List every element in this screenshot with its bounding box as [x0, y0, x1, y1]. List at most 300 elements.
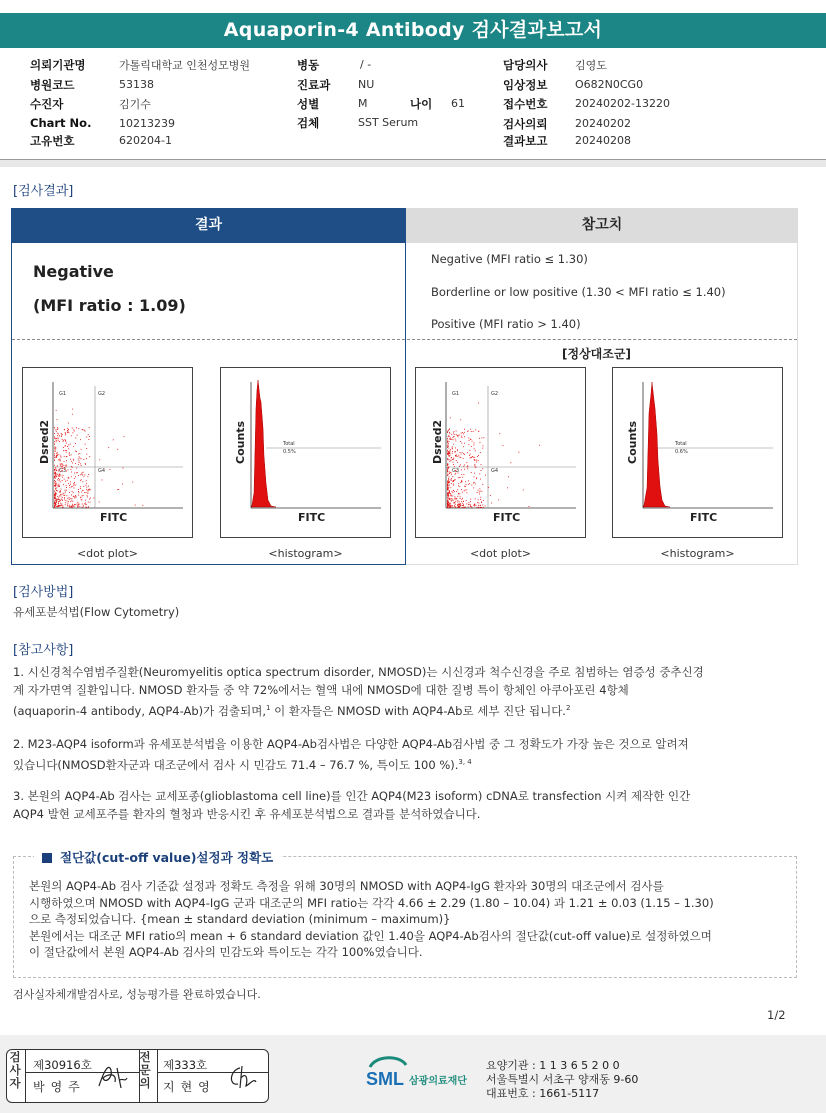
scatter-point: [453, 464, 454, 465]
scatter-point: [72, 507, 73, 508]
scatter-point: [78, 504, 79, 505]
scatter-point: [76, 451, 77, 452]
note-paragraph-1: [13, 663, 803, 720]
scatter-point: [452, 453, 453, 454]
scatter-point: [456, 431, 457, 432]
scatter-point: [89, 427, 90, 428]
scatter-point: [56, 474, 57, 475]
scatter-point: [80, 439, 81, 440]
scatter-point: [84, 503, 85, 504]
scatter-point: [64, 439, 65, 440]
info-label: 담당의사: [503, 58, 548, 72]
scatter-point: [468, 431, 469, 432]
scatter-point: [481, 507, 482, 508]
scatter-point: [447, 464, 448, 465]
scatter-point: [488, 487, 489, 488]
scatter-point: [460, 496, 461, 497]
scatter-point: [447, 442, 448, 443]
scatter-point: [62, 467, 63, 468]
scatter-point: [462, 507, 463, 508]
scatter-point: [60, 465, 61, 466]
scatter-point: [466, 492, 467, 493]
scatter-point: [447, 467, 448, 468]
scatter-point: [481, 470, 482, 471]
scatter-point: [457, 507, 458, 508]
scatter-point: [463, 453, 464, 454]
scatter-point: [81, 474, 82, 475]
scatter-point: [454, 436, 455, 437]
scatter-point: [449, 429, 450, 430]
scatter-point: [470, 439, 471, 440]
scatter-point: [57, 496, 58, 497]
scatter-point: [60, 464, 61, 465]
scatter-point: [475, 466, 476, 467]
scatter-point: [87, 476, 88, 477]
scatter-point: [84, 475, 85, 476]
scatter-point: [73, 492, 74, 493]
scatter-point: [523, 490, 524, 491]
scatter-point: [518, 452, 519, 453]
scatter-point: [455, 470, 456, 471]
signature-mark: [226, 1062, 260, 1092]
scatter-point: [87, 507, 88, 508]
scatter-point: [458, 483, 459, 484]
scatter-point: [64, 479, 65, 480]
scatter-point: [80, 463, 81, 464]
scatter-point: [451, 507, 452, 508]
scatter-point: [453, 437, 454, 438]
scatter-point: [56, 470, 57, 471]
scatter-point: [86, 483, 87, 484]
scatter-point: [507, 487, 508, 488]
scatter-point: [474, 443, 475, 444]
scatter-point: [71, 505, 72, 506]
scatter-point: [461, 469, 462, 470]
scatter-point: [72, 501, 73, 502]
scatter-point: [65, 492, 66, 493]
y-axis-label: Dsred2: [431, 419, 444, 464]
scatter-point: [449, 439, 450, 440]
scatter-point: [448, 446, 449, 447]
scatter-point: [453, 459, 454, 460]
scatter-point: [74, 482, 75, 483]
histogram-peak: [251, 380, 276, 507]
scatter-point: [499, 433, 500, 434]
note-text: 있습니다(NMOSD환자군과 대조군에서 검사 시 민감도 71.4 – 76.7 %, 특이도 100 %).: [13, 757, 459, 772]
scatter-point: [58, 497, 59, 498]
scatter-point: [58, 501, 59, 502]
scatter-point: [449, 485, 450, 486]
scatter-point: [508, 476, 509, 477]
scatter-point: [61, 494, 62, 495]
cutoff-title-text: 절단값(cut-off value)설정과 정확도: [60, 850, 274, 865]
scatter-point: [64, 497, 65, 498]
plot-caption: <dot plot>: [469, 547, 532, 560]
y-axis-label: Counts: [234, 420, 247, 464]
scatter-point: [61, 489, 62, 490]
scatter-point: [57, 419, 58, 420]
scatter-point: [61, 436, 62, 437]
scatter-point: [471, 485, 472, 486]
reference-header: 참고치: [406, 208, 798, 243]
scatter-point: [68, 501, 69, 502]
scatter-point: [447, 486, 448, 487]
scatter-point: [60, 503, 61, 504]
scatter-point: [462, 498, 463, 499]
scatter-point: [65, 450, 66, 451]
scatter-point: [57, 506, 58, 507]
scatter-point: [451, 505, 452, 506]
scatter-point: [464, 465, 465, 466]
scatter-point: [474, 465, 475, 466]
info-label: 임상정보: [503, 78, 548, 92]
scatter-point: [474, 476, 475, 477]
scatter-point: [113, 439, 114, 440]
scatter-point: [447, 488, 448, 489]
scatter-point: [448, 453, 449, 454]
scatter-point: [64, 429, 65, 430]
scatter-point: [449, 473, 450, 474]
scatter-point: [462, 503, 463, 504]
scatter-point: [448, 478, 449, 479]
scatter-point: [477, 456, 478, 457]
scatter-point: [56, 441, 57, 442]
scatter-point: [55, 495, 56, 496]
scatter-point: [463, 505, 464, 506]
info-label: 의뢰기관명: [30, 58, 86, 72]
scatter-point: [82, 507, 83, 508]
scatter-point: [454, 503, 455, 504]
scatter-point: [86, 480, 87, 481]
scatter-point: [67, 498, 68, 499]
scatter-point: [117, 489, 118, 490]
scatter-point: [490, 495, 491, 496]
scatter-point: [60, 505, 61, 506]
scatter-point: [56, 431, 57, 432]
scatter-point: [64, 467, 65, 468]
scatter-point: [80, 486, 81, 487]
scatter-point: [447, 507, 448, 508]
scatter-point: [69, 497, 70, 498]
scatter-point: [60, 494, 61, 495]
scatter-point: [55, 502, 56, 503]
scatter-point: [447, 465, 448, 466]
scatter-point: [69, 454, 70, 455]
note-line: 3. 본원의 AQP4-Ab 검사는 교세포종(glioblastoma cell line)를 인간 AQP4(M23 isoform) cDNA로 transfection 시켜 제작한 인간: [13, 789, 691, 803]
scatter-point: [57, 474, 58, 475]
scatter-point: [480, 505, 481, 506]
scatter-point: [477, 502, 478, 503]
scatter-point: [63, 507, 64, 508]
info-label: 진료과: [297, 78, 331, 92]
scatter-point: [450, 495, 451, 496]
scatter-point: [64, 495, 65, 496]
scatter-point: [82, 504, 83, 505]
scatter-point: [56, 476, 57, 477]
scatter-point: [66, 460, 67, 461]
gate-label: G3: [452, 468, 460, 474]
scatter-point: [60, 460, 61, 461]
info-label: 병동: [297, 58, 320, 72]
scatter-point: [447, 498, 448, 499]
scatter-point: [68, 429, 69, 430]
scatter-point: [478, 490, 479, 491]
scatter-point: [57, 452, 58, 453]
scatter-point: [63, 484, 64, 485]
scatter-point: [460, 464, 461, 465]
scatter-point: [464, 469, 465, 470]
scatter-point: [450, 450, 451, 451]
note-line: [13, 699, 803, 720]
page-number: 1/2: [767, 1008, 786, 1022]
scatter-point: [75, 438, 76, 439]
scatter-point: [77, 505, 78, 506]
scatter-point: [87, 493, 88, 494]
scatter-point: [67, 503, 68, 504]
scatter-point: [478, 460, 479, 461]
scatter-point: [456, 491, 457, 492]
scatter-point: [458, 477, 459, 478]
org-institution-code: 요양기관 : 1 1 3 6 5 2 0 0: [486, 1059, 620, 1072]
scatter-point: [455, 504, 456, 505]
scatter-point: [447, 494, 448, 495]
scatter-point: [478, 431, 479, 432]
scatter-point: [54, 473, 55, 474]
scatter-point: [539, 445, 540, 446]
scatter-point: [65, 434, 66, 435]
scatter-point: [83, 472, 84, 473]
scatter-point: [448, 500, 449, 501]
scatter-point: [65, 441, 66, 442]
scatter-point: [470, 506, 471, 507]
scatter-point: [86, 489, 87, 490]
scatter-point: [457, 450, 458, 451]
scatter-point: [447, 484, 448, 485]
scatter-point: [529, 506, 530, 507]
scatter-point: [78, 502, 79, 503]
scatter-point: [85, 444, 86, 445]
scatter-point: [463, 474, 464, 475]
scatter-point: [453, 439, 454, 440]
scatter-point: [454, 434, 455, 435]
scatter-point: [67, 480, 68, 481]
scatter-point: [454, 491, 455, 492]
scatter-point: [450, 480, 451, 481]
scatter-point: [471, 431, 472, 432]
scatter-point: [448, 445, 449, 446]
scatter-point: [482, 505, 483, 506]
reference-positive: Positive (MFI ratio > 1.40): [431, 317, 581, 331]
scatter-point: [448, 495, 449, 496]
scatter-point: [451, 483, 452, 484]
scatter-point: [68, 477, 69, 478]
scatter-point: [58, 505, 59, 506]
method-section-title: [검사방법]: [13, 585, 74, 600]
scatter-point: [63, 465, 64, 466]
scatter-point: [86, 454, 87, 455]
scatter-point: [64, 456, 65, 457]
results-section-title: [검사결과]: [13, 184, 74, 199]
y-axis-label: Counts: [626, 420, 639, 464]
info-value: 김영도: [575, 59, 607, 72]
square-bullet-icon: [42, 853, 52, 863]
citation: 2: [565, 704, 571, 712]
scatter-point: [452, 448, 453, 449]
scatter-point: [450, 455, 451, 456]
scatter-point: [447, 490, 448, 491]
scatter-point: [55, 500, 56, 501]
scatter-point: [78, 489, 79, 490]
scatter-point: [452, 448, 453, 449]
info-label: Chart No.: [30, 116, 92, 130]
scatter-point: [465, 481, 466, 482]
scatter-point: [68, 483, 69, 484]
scatter-point: [447, 463, 448, 464]
scatter-point: [464, 443, 465, 444]
scatter-point: [449, 482, 450, 483]
scatter-point: [450, 417, 451, 418]
gate-total-value: 0.5%: [283, 449, 296, 455]
svg-text:SML: SML: [366, 1069, 404, 1089]
scatter-point: [478, 503, 479, 504]
scatter-point: [451, 480, 452, 481]
scatter-point: [54, 441, 55, 442]
scatter-point: [470, 429, 471, 430]
scatter-point: [447, 454, 448, 455]
scatter-point: [75, 504, 76, 505]
scatter-point: [480, 507, 481, 508]
scatter-point: [448, 482, 449, 483]
note-text: 이 환자들은 NMOSD with AQP4-Ab로 세부 진단 됩니다.: [270, 703, 566, 718]
scatter-point: [479, 438, 480, 439]
info-value: 620204-1: [119, 134, 172, 147]
scatter-point: [65, 433, 66, 434]
scatter-point: [63, 450, 64, 451]
info-value: 가톨릭대학교 인천성모병원: [119, 59, 251, 72]
scatter-point: [60, 490, 61, 491]
scatter-point: [479, 494, 480, 495]
scatter-point: [449, 452, 450, 453]
scatter-point: [85, 507, 86, 508]
scatter-point: [458, 436, 459, 437]
scatter-point: [58, 506, 59, 507]
scatter-point: [80, 497, 81, 498]
scatter-point: [472, 507, 473, 508]
scatter-point: [448, 504, 449, 505]
scatter-point: [455, 441, 456, 442]
scatter-point: [464, 490, 465, 491]
scatter-point: [55, 475, 56, 476]
scatter-point: [473, 457, 474, 458]
scatter-point: [448, 496, 449, 497]
scatter-point: [79, 506, 80, 507]
scatter-point: [54, 448, 55, 449]
scatter-point: [61, 433, 62, 434]
x-axis-label: FITC: [690, 511, 718, 524]
scatter-point: [476, 507, 477, 508]
note-line: [13, 753, 803, 774]
scatter-point: [468, 484, 469, 485]
scatter-point: [67, 505, 68, 506]
scatter-point: [79, 460, 80, 461]
scatter-point: [471, 446, 472, 447]
scatter-point: [463, 466, 464, 467]
scatter-point: [84, 492, 85, 493]
scatter-point: [466, 484, 467, 485]
info-value: M: [358, 97, 368, 110]
scatter-point: [57, 455, 58, 456]
scatter-point: [72, 498, 73, 499]
scatter-point: [456, 460, 457, 461]
scatter-point: [88, 486, 89, 487]
scatter-point: [71, 461, 72, 462]
scatter-point: [86, 458, 87, 459]
scatter-point: [478, 507, 479, 508]
scatter-point: [68, 423, 69, 424]
scatter-point: [66, 490, 67, 491]
scatter-point: [464, 454, 465, 455]
scatter-point: [54, 477, 55, 478]
scatter-point: [62, 497, 63, 498]
scatter-point: [470, 454, 471, 455]
scatter-point: [69, 485, 70, 486]
scatter-point: [55, 488, 56, 489]
scatter-point: [457, 489, 458, 490]
scatter-point: [85, 463, 86, 464]
scatter-point: [454, 466, 455, 467]
gate-label: G2: [98, 391, 106, 397]
scatter-point: [449, 433, 450, 434]
x-axis-label: FITC: [493, 511, 521, 524]
svg-text:삼광의료재단: 삼광의료재단: [409, 1076, 467, 1087]
scatter-point: [65, 481, 66, 482]
scatter-point: [59, 480, 60, 481]
scatter-point: [70, 506, 71, 507]
scatter-point: [83, 495, 84, 496]
scatter-point: [118, 489, 119, 490]
divider: [12, 339, 405, 340]
scatter-point: [478, 455, 479, 456]
scatter-point: [452, 505, 453, 506]
scatter-point: [78, 495, 79, 496]
scatter-point: [455, 439, 456, 440]
scatter-point: [71, 486, 72, 487]
scatter-point: [59, 475, 60, 476]
scatter-point: [450, 499, 451, 500]
scatter-point: [457, 502, 458, 503]
scatter-point: [450, 438, 451, 439]
scatter-point: [59, 495, 60, 496]
scatter-point: [447, 505, 448, 506]
scatter-point: [464, 429, 465, 430]
info-label: 수진자: [30, 97, 64, 111]
specialist-license: 제333호: [163, 1058, 208, 1072]
scatter-points: [447, 403, 540, 508]
scatter-point: [62, 434, 63, 435]
scatter-point: [62, 468, 63, 469]
scatter-point: [61, 499, 62, 500]
scatter-point: [469, 440, 470, 441]
scatter-point: [54, 501, 55, 502]
scatter-point: [73, 485, 74, 486]
scatter-point: [460, 503, 461, 504]
scatter-point: [89, 436, 90, 437]
scatter-point: [70, 501, 71, 502]
scatter-point: [447, 431, 448, 432]
scatter-point: [455, 479, 456, 480]
scatter-point: [75, 463, 76, 464]
scatter-point: [109, 469, 110, 470]
